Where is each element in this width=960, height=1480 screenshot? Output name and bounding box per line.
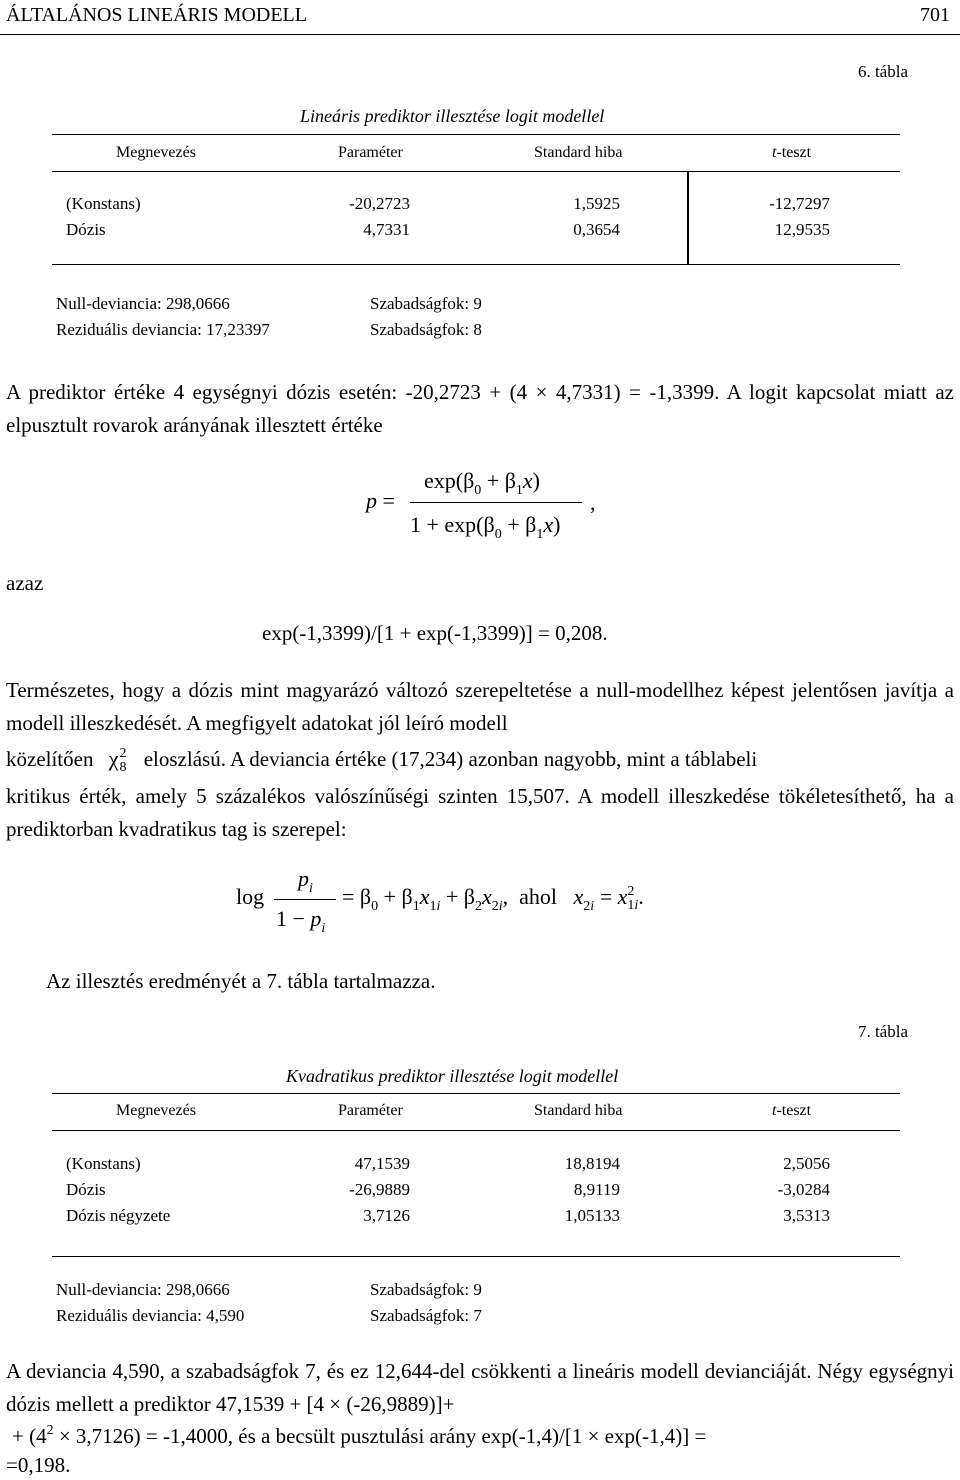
- formula-log: log: [236, 884, 265, 909]
- chi-post: eloszlású. A deviancia értéke (17,234) azonban nagyobb, mint a táblabeli: [143, 747, 758, 771]
- table7-caption: Kvadratikus prediktor illesztése logit modellel: [286, 1066, 619, 1086]
- paragraph-predictor: A prediktor értéke 4 egységnyi dózis esetén: -20,2723 + (4 × 4,7331) = -1,3399. A logit kapcsolat miatt az elpusztult rovarok arányának illesztett értéke: [6, 380, 954, 437]
- formula-comma: ,: [590, 490, 596, 515]
- table7-bottom-rule: [52, 1256, 900, 1257]
- table6-col-se: Standard hiba: [534, 144, 623, 161]
- table6-r1-se: 0,3654: [573, 220, 620, 239]
- table7-col-se: Standard hiba: [534, 1102, 623, 1119]
- paragraph-fit: Természetes, hogy a dózis mint magyarázó változó szerepeltetése a null-modellhez képest jelentősen javítja a modell illeszkedését. A megfigyelt adatokat jól leíró modell: [6, 678, 954, 735]
- table6-header-rule: [52, 171, 900, 172]
- table6-r1-param: 4,7331: [363, 220, 410, 239]
- table6-null-df: Szabadságfok: 9: [370, 294, 482, 313]
- paragraph-deviance: A deviancia 4,590, a szabadságfok 7, és ez 12,644-del csökkenti a lineáris modell devianciáját. Négy egységnyi dózis mellett a prediktor 47,1539 + [4 × (-26,9889)]+: [6, 1359, 954, 1416]
- table7-r2-param: 3,7126: [363, 1206, 410, 1225]
- formula-numerator: $\exp(\beta_0 + \beta_1x)$: [424, 468, 540, 498]
- table6-col-t: t-teszt: [772, 144, 812, 161]
- table6-r0-name: (Konstans): [66, 194, 141, 213]
- p4-exponent: 2: [46, 1423, 54, 1438]
- paragraph-fit-chi: [6, 744, 757, 775]
- table7-r1-param: -26,9889: [349, 1180, 410, 1199]
- table6-resid-df: Szabadságfok: 8: [370, 320, 482, 339]
- table6-resid-deviance: Reziduális deviancia: 17,23397: [56, 320, 270, 339]
- table7-col-name: Megnevezés: [116, 1102, 196, 1119]
- word-azaz: azaz: [6, 571, 44, 595]
- table7-top-rule: [52, 1093, 900, 1094]
- table7-r0-t: 2,5056: [783, 1154, 830, 1173]
- paragraph-deviance-line3: [12, 1421, 954, 1455]
- table7-label: 7. tábla: [857, 1022, 908, 1041]
- table7-r1-t: -3,0284: [777, 1180, 830, 1199]
- table7-null-df: Szabadságfok: 9: [370, 1280, 482, 1299]
- table7-null-deviance: Null-deviancia: 298,0666: [56, 1280, 230, 1299]
- table6-caption: Lineáris prediktor illesztése logit modellel: [300, 106, 605, 126]
- header-rule: [0, 34, 960, 35]
- formula-fraction-bar: [410, 502, 582, 503]
- formula-rhs: = $\beta_0 + \beta_1x_{1i} + \beta_2x_{2i}$, ahol $x_{2i} = x2$ 1i.: [342, 883, 644, 914]
- table7-r0-se: 18,8194: [564, 1154, 620, 1173]
- table6-top-rule: [52, 134, 900, 135]
- table6-col-name: Megnevezés: [116, 144, 196, 161]
- formula-log-den: $1 - p_i$: [276, 906, 326, 936]
- page-number: 701: [920, 4, 950, 26]
- table6-r1-name: Dózis: [66, 220, 106, 239]
- table7-r1-name: Dózis: [66, 1180, 106, 1199]
- table6-null-deviance: Null-deviancia: 298,0666: [56, 294, 230, 313]
- table7-r2-t: 3,5313: [783, 1206, 830, 1225]
- p4-part2: × 3,7126) = -1,4000, és a becsült pusztulási arány exp(-1,4)/[1 × exp(-1,4)] =: [58, 1424, 707, 1448]
- table6-r0-t: -12,7297: [769, 194, 830, 213]
- running-header: ÁLTALÁNOS LINEÁRIS MODELL: [6, 4, 307, 26]
- table7-r2-name: Dózis négyzete: [66, 1206, 171, 1225]
- paragraph-result-ref: Az illesztés eredményét a 7. tábla tartalmazza.: [46, 969, 436, 993]
- result-equation: exp(-1,3399)/[1 + exp(-1,3399)] = 0,208.: [262, 621, 608, 645]
- formula-log-num: $p_i$: [298, 866, 313, 896]
- paragraph-deviance-end: =0,198.: [6, 1453, 71, 1477]
- table7-col-t: t-teszt: [772, 1102, 812, 1119]
- table6-label: 6. tábla: [857, 62, 908, 81]
- paragraph-fit-end: kritikus érték, amely 5 százalékos valószínűségi szinten 15,507. A modell illeszkedése tökéletesíthető, ha a prediktorban kvadratikus tag is szerepel:: [6, 784, 954, 841]
- table7-r0-name: (Konstans): [66, 1154, 141, 1173]
- table7-header-rule: [52, 1130, 900, 1131]
- table7-r1-se: 8,9119: [573, 1180, 620, 1199]
- table6-vline: [687, 172, 689, 264]
- table6-col-param: Paraméter: [338, 144, 403, 161]
- table6-bottom-rule: [52, 264, 900, 265]
- p4-part1: + (4: [12, 1424, 47, 1448]
- table6-r0-param: -20,2723: [349, 194, 410, 213]
- chi-pre: közelítően: [6, 747, 94, 771]
- table7-resid-df: Szabadságfok: 7: [370, 1306, 482, 1325]
- table6-r1-t: 12,9535: [774, 220, 830, 239]
- table6-r0-se: 1,5925: [573, 194, 620, 213]
- table7-col-param: Paraméter: [338, 1102, 403, 1119]
- formula-log-bar: [274, 899, 336, 900]
- table7-resid-deviance: Reziduális deviancia: 4,590: [56, 1306, 245, 1325]
- formula-denominator: $1 + \exp(\beta_0 + \beta_1x)$: [410, 512, 561, 542]
- formula-p-lhs: p =: [366, 488, 395, 513]
- table7-r0-param: 47,1539: [354, 1154, 410, 1173]
- chi-square-symbol: χ2 8: [108, 745, 127, 775]
- table7-r2-se: 1,05133: [564, 1206, 620, 1225]
